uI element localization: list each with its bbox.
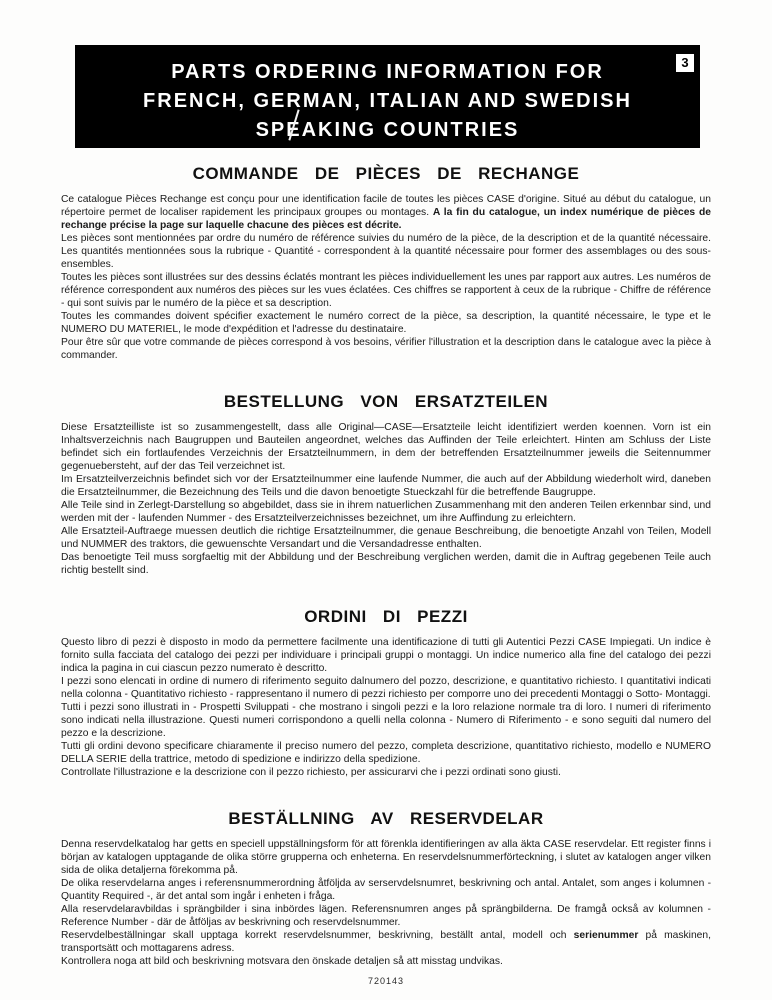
paragraph [61,701,711,740]
bold-text-run: A la fin du catalogue, un index numérique de pièces de rechange précise la page sur laquelle chacune des pièces est décrite. [61,207,711,231]
paragraph [61,955,711,968]
language-section-swedish [61,809,711,968]
paragraph [61,551,711,577]
language-section-french [61,164,711,362]
header-title-line3: SPEAKING COUNTRIES [255,119,520,141]
header-banner [75,45,700,148]
paragraph [61,473,711,499]
text-run: Les pièces sont mentionnées par ordre du numéro de référence suivies du numéro de la pièce, de la description et de la quantité nécessaire. Les quantités mentionnées sous la rubrique - Quantité - correspondent à la quantité nécessaire pour former des assemblages ou des sous-ensembles. [61,233,711,270]
text-run: på maskinen, transportsätt och mottagarens adress. [61,930,712,954]
section-heading-german: BESTELLUNG VON ERSATZTEILEN [223,392,549,411]
paragraph [61,903,711,929]
text-run: Toutes les pièces sont illustrées sur des dessins éclatés montrant les pièces individuellement les unes par rapport aux autres. Les numéros de référence correspondent aux numéros des pièces sur les vues éclatées. Ces chiffres se rapportent à ceux de la rubrique - Chiffre de référence - qui sont suivis par le numéro de la pièce et sa description. [61,272,711,309]
text-run: Tutti gli ordini devono specificare chiaramente il preciso numero del pezzo, completa descrizione, quantitativo richiesto, modello e NUMERO DELLA SERIE della trattrice, metodo di spedizione e indirizzo della spedizione. [61,741,711,765]
paragraph [61,525,711,551]
paragraph [61,271,711,310]
text-run: De olika reservdelarna anges i referensnummerordning åtföljda av serservdelsnumret, beskrivning och antal. Antalet, som anges i kolumnen - Quantity Required -, är det antal som ingår i enheten i fråga. [61,878,711,902]
paragraph [61,499,711,525]
section-heading-french: COMMANDE DE PIÈCES DE RECHANGE [192,164,580,183]
text-run: Pour être sûr que votre commande de pièces correspond à vos besoins, vérifier l'illustration et la description dans le catalogue avec la pièce à commander. [61,337,711,361]
text-run: Alla reservdelaravbildas i sprängbilder i sina inbördes lägen. Referensnumren anges på sprängbilderna. De framgå också av kolumnen - Reference Number - där de åtföljas av beskrivning och reservdelsnummer. [61,904,711,928]
paragraph [61,310,711,336]
text-run: Das benoetigte Teil muss sorgfaeltig mit der Abbildung und der Beschreibung verglichen werden, damit die in Auftrag gegebenen Teile auch richtig bestellt sind. [61,552,711,576]
text-run: I pezzi sono elencati in ordine di numero di riferimento seguito dalnumero del pozzo, descrizione, e quantitativo richiesto. I quantitativi indicati nella colonna - Quantitativo richiesto - rappresentano il numero di pezzi richiesto per comporre uno dei precedenti Montaggi o Sotto- Montaggi. [61,676,711,700]
sections [61,164,711,968]
section-heading-swedish: BESTÄLLNING AV RESERVDELAR [228,809,544,828]
paragraph [61,766,711,779]
text-run: Kontrollera noga att bild och beskrivning motsvara den önskade detaljen så att misstag undvikas. [61,956,503,967]
header-title-line2: FRENCH, GERMAN, ITALIAN AND SWEDISH [143,90,632,112]
text-run: Reservdelbeställningar skall upptaga korrekt reservdelsnummer, beskrivning, beställt antal, modell och [61,930,574,941]
text-run: Diese Ersatzteilliste ist so zusammengestellt, dass alle Original—CASE—Ersatzteile leicht identifiziert werden koennen. Vorn ist ein Inhaltsverzeichnis nach Baugruppen und Bauteilen angeordnet, welches das Auffinden der Teile erleichtert. Hinten am Schluss der Liste befindet sich ein fortlaufendes Verzeichnis der Ersatzteilnummern, in dem der betreffenden Ersatzteilnummer jeweils die Seitennummer gegenuebersteht, auf der das Teil verzeichnet ist. [61,422,711,472]
paragraph [61,421,711,473]
text-run: Toutes les commandes doivent spécifier exactement le numéro correct de la pièce, sa description, la quantité nécessaire, le type et le NUMERO DU MATERIEL, le mode d'expédition et l'adresse du destinataire. [61,311,711,335]
language-section-italian [61,607,711,779]
page-number-badge: 3 [676,54,694,72]
paragraph [61,877,711,903]
text-run: Alle Ersatzteil-Auftraege muessen deutlich die richtige Ersatzteilnummer, die genaue Beschreibung, die benoetigte Anzahl von Teilen, Modell und NUMMER des traktors, die gewuenschte Versandart und die Versandadresse enthalten. [61,526,711,550]
paragraph [61,675,711,701]
paragraph [61,193,711,232]
text-run: Questo libro di pezzi è disposto in modo da permettere facilmente una identificazione di tutti gli Autentici Pezzi CASE Impiegati. Un indice è fornito sulla facciata del catalogo dei pezzi per individuare i principali gruppi o montaggi. Un indice numerico alla fine del catalogo dei pezzi indica la pagina in cui ciascun pezzo numerato è descritto. [61,637,711,674]
text-run: Im Ersatzteilverzeichnis befindet sich vor der Ersatzteilnummer eine laufende Nummer, die auch auf der Abbildung wiederholt wird, daneben die Ersatzteilnummer, die Bezeichnung des Teils und die davon benoetigte Stueckzahl für die betreffende Baugruppe. [61,474,711,498]
text-run: Denna reservdelkatalog har getts en speciell uppställningsform för att förenkla identifieringen av alla äkta CASE reservdelar. Ett register finns i början av katalogen upptagande de olika större grupperna och enheterna. En reservdelsnummerförteckning, i slutet av katalogen anger vilken sida de olika detaljerna förekomma på. [61,839,711,876]
text-run: Alle Teile sind in Zerlegt-Darstellung so abgebildet, dass sie in ihrem natuerlichen Zusammenhang mit den anderen Teilen erkennbar sind, und werden mit der - laufenden Nummer - des Ersatzteilverzeichnisses bezeichnet, um ihre Auffindung zu erleichtern. [61,500,711,524]
paragraph [61,636,711,675]
bold-text-run: serienummer [573,930,639,941]
text-run: Ce catalogue Pièces Rechange est conçu pour une identification facile de toutes les pièces CASE d'origine. Situé au début du catalogue, un répertoire permet de localiser rapidement les principaux groupes ou montages. [61,194,711,218]
language-section-german [61,392,711,577]
header-title-line1: PARTS ORDERING INFORMATION FOR [171,61,604,83]
paragraph [61,336,711,362]
paragraph [61,838,711,877]
text-run: Controllate l'illustrazione e la descrizione con il pezzo richiesto, per assicurarvi che i pezzi ordinati sono giusti. [61,767,561,778]
paragraph [61,929,711,955]
paragraph [61,740,711,766]
text-run: Tutti i pezzi sono illustrati in - Prospetti Sviluppati - che mostrano i singoli pezzi e la loro relazione normale tra di loro. I numeri di riferimento sono indicati nella illustrazione. Questi numeri corrispondono a quelli nella colonna - Numero di Riferimento - e sono seguiti dal numero del pezzo e la descrizione. [61,702,711,739]
section-heading-italian: ORDINI DI PEZZI [304,607,468,626]
footer-form-number: 720143 [367,976,405,986]
paragraph [61,232,711,271]
